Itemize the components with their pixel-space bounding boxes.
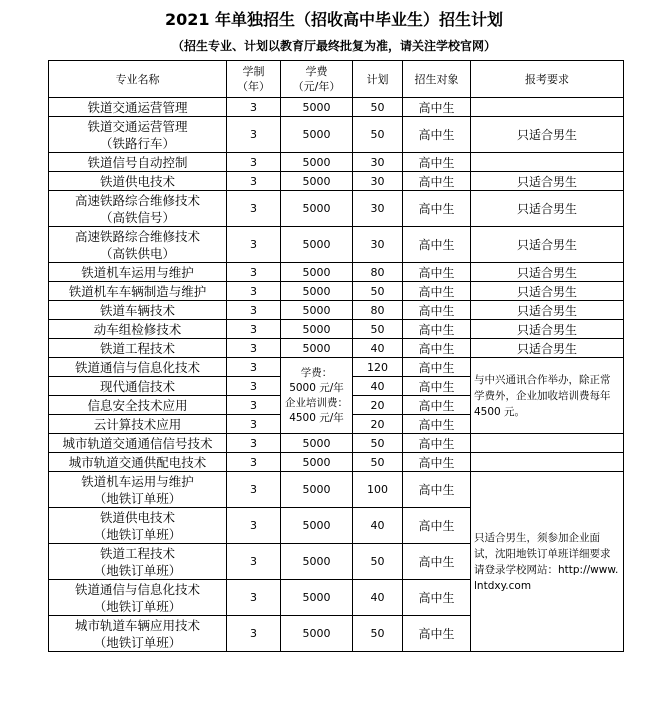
requirement-cell: 只适合男生: [471, 339, 624, 358]
major-name: 城市轨道交通供配电技术: [68, 454, 207, 470]
target-cell: 高中生: [403, 616, 471, 652]
years-cell: 3: [227, 153, 281, 172]
table-row: [49, 434, 624, 453]
years-cell: 3: [227, 301, 281, 320]
major-name-cell: [49, 508, 227, 544]
target-cell: 高中生: [403, 415, 471, 434]
zte-requirement-note: 与中兴通讯合作举办，除正常学费外，企业加收培训费每年 4500 元。: [471, 358, 624, 434]
target-cell: 高中生: [403, 263, 471, 282]
years-cell: 3: [227, 580, 281, 616]
major-name-cell: [49, 301, 227, 320]
target-cell: 高中生: [403, 544, 471, 580]
table-row: [49, 358, 624, 377]
major-name: 铁道机车车辆制造与维护: [68, 283, 207, 299]
header-fee: 学费 （元/年）: [281, 61, 353, 98]
requirement-cell: 只适合男生: [471, 282, 624, 301]
major-name: 铁道机车运用与维护: [81, 264, 194, 280]
major-name-cell: [49, 415, 227, 434]
years-cell: 3: [227, 358, 281, 377]
plan-cell: 100: [353, 472, 403, 508]
merged-fee-cell: [281, 358, 353, 434]
requirement-cell: [471, 153, 624, 172]
plan-cell: 50: [353, 320, 403, 339]
years-cell: 3: [227, 508, 281, 544]
target-cell: 高中生: [403, 320, 471, 339]
target-cell: 高中生: [403, 339, 471, 358]
plan-cell: 50: [353, 616, 403, 652]
major-name-cell: [49, 434, 227, 453]
target-cell: 高中生: [403, 508, 471, 544]
table-row: [49, 153, 624, 172]
plan-cell: 50: [353, 544, 403, 580]
table-row: [49, 191, 624, 227]
fee-cell: 5000: [281, 508, 353, 544]
plan-cell: 30: [353, 191, 403, 227]
fee-cell: 5000: [281, 98, 353, 117]
table-row: [49, 453, 624, 472]
plan-cell: 50: [353, 453, 403, 472]
target-cell: 高中生: [403, 153, 471, 172]
metro-requirement-note: 只适合男生，须参加企业面试，沈阳地铁订单班详细要求请登录学校网站：http://www.lntdxy.com: [471, 472, 624, 652]
plan-cell: 40: [353, 508, 403, 544]
years-cell: 3: [227, 616, 281, 652]
header-plan: 计划: [353, 61, 403, 98]
fee-cell: 5000: [281, 172, 353, 191]
years-cell: 3: [227, 377, 281, 396]
table-row: [49, 301, 624, 320]
table-row: [49, 263, 624, 282]
target-cell: 高中生: [403, 98, 471, 117]
requirement-cell: 只适合男生: [471, 227, 624, 263]
table-row: [49, 98, 624, 117]
target-cell: 高中生: [403, 453, 471, 472]
requirement-cell: 只适合男生: [471, 172, 624, 191]
plan-cell: 120: [353, 358, 403, 377]
major-name: 铁道供电技术: [99, 509, 175, 525]
plan-cell: 30: [353, 153, 403, 172]
requirement-cell: 只适合男生: [471, 301, 624, 320]
major-name-cell: [49, 263, 227, 282]
major-name: 城市轨道车辆应用技术: [74, 617, 200, 633]
target-cell: 高中生: [403, 172, 471, 191]
fee-note-line: 4500 元/年: [289, 411, 344, 424]
plan-cell: 30: [353, 172, 403, 191]
target-cell: 高中生: [403, 282, 471, 301]
major-class: （地铁订单班）: [93, 634, 182, 650]
target-cell: 高中生: [403, 580, 471, 616]
table-row: [49, 339, 624, 358]
fee-cell: 5000: [281, 263, 353, 282]
major-class: （高铁供电）: [99, 245, 175, 261]
major-name: 铁道工程技术: [99, 340, 175, 356]
major-name-cell: [49, 453, 227, 472]
major-name-cell: [49, 358, 227, 377]
major-name-cell: [49, 472, 227, 508]
target-cell: 高中生: [403, 301, 471, 320]
header-target: 招生对象: [403, 61, 471, 98]
fee-cell: 5000: [281, 320, 353, 339]
major-name-cell: [49, 153, 227, 172]
major-name: 铁道供电技术: [99, 173, 175, 189]
fee-cell: 5000: [281, 453, 353, 472]
plan-cell: 50: [353, 98, 403, 117]
major-name: 铁道通信与信息化技术: [74, 581, 200, 597]
major-name: 信息安全技术应用: [87, 397, 188, 413]
page-subtitle: （招生专业、计划以教育厅最终批复为准，请关注学校官网）: [171, 39, 496, 53]
fee-note-line: 5000 元/年: [289, 381, 344, 394]
requirement-cell: 只适合男生: [471, 263, 624, 282]
header-years: 学制 （年）: [227, 61, 281, 98]
plan-cell: 50: [353, 282, 403, 301]
major-class: （铁路行车）: [99, 135, 175, 151]
target-cell: 高中生: [403, 117, 471, 153]
fee-cell: 5000: [281, 301, 353, 320]
years-cell: 3: [227, 172, 281, 191]
enrollment-plan-table: [48, 60, 624, 652]
major-name-cell: [49, 227, 227, 263]
table-row: [49, 172, 624, 191]
table-row: [49, 227, 624, 263]
target-cell: 高中生: [403, 227, 471, 263]
fee-cell: 5000: [281, 117, 353, 153]
plan-cell: 20: [353, 415, 403, 434]
major-name-cell: [49, 544, 227, 580]
years-cell: 3: [227, 320, 281, 339]
major-name: 城市轨道交通通信信号技术: [62, 435, 213, 451]
major-class: （地铁订单班）: [93, 526, 182, 542]
header-major: 专业名称: [49, 61, 227, 98]
table-row: [49, 117, 624, 153]
table-row: [49, 472, 624, 508]
years-cell: 3: [227, 117, 281, 153]
major-name-cell: [49, 172, 227, 191]
major-name-cell: [49, 98, 227, 117]
major-name: 铁道工程技术: [99, 545, 175, 561]
major-name: 高速铁路综合维修技术: [74, 228, 200, 244]
header-requirement: 报考要求: [471, 61, 624, 98]
fee-cell: 5000: [281, 339, 353, 358]
fee-cell: 5000: [281, 544, 353, 580]
years-cell: 3: [227, 472, 281, 508]
years-cell: 3: [227, 434, 281, 453]
major-name: 铁道交通运营管理: [87, 99, 188, 115]
fee-note-line: 学费：: [300, 366, 333, 379]
years-cell: 3: [227, 339, 281, 358]
major-name: 现代通信技术: [99, 378, 175, 394]
requirement-cell: 只适合男生: [471, 320, 624, 339]
target-cell: 高中生: [403, 191, 471, 227]
requirement-cell: [471, 98, 624, 117]
fee-cell: 5000: [281, 616, 353, 652]
years-cell: 3: [227, 98, 281, 117]
page-title: 2021 年单独招生（招收高中毕业生）招生计划: [164, 10, 504, 29]
major-name: 铁道通信与信息化技术: [74, 359, 200, 375]
major-name-cell: [49, 117, 227, 153]
major-name-cell: [49, 580, 227, 616]
major-name-cell: [49, 616, 227, 652]
years-cell: 3: [227, 415, 281, 434]
plan-cell: 50: [353, 434, 403, 453]
years-cell: 3: [227, 282, 281, 301]
fee-note-line: 企业培训费：: [285, 396, 348, 409]
target-cell: 高中生: [403, 396, 471, 415]
plan-cell: 40: [353, 339, 403, 358]
major-name-cell: [49, 377, 227, 396]
major-name-cell: [49, 339, 227, 358]
major-name: 铁道信号自动控制: [87, 154, 188, 170]
major-name-cell: [49, 282, 227, 301]
table-header-row: [49, 61, 624, 98]
plan-cell: 40: [353, 580, 403, 616]
major-name-cell: [49, 396, 227, 415]
target-cell: 高中生: [403, 434, 471, 453]
major-name: 动车组检修技术: [93, 321, 182, 337]
requirement-cell: [471, 453, 624, 472]
requirement-cell: 只适合男生: [471, 117, 624, 153]
plan-cell: 80: [353, 301, 403, 320]
major-class: （地铁订单班）: [93, 598, 182, 614]
major-name: 铁道交通运营管理: [87, 118, 188, 134]
fee-cell: 5000: [281, 472, 353, 508]
plan-cell: 30: [353, 227, 403, 263]
years-cell: 3: [227, 396, 281, 415]
years-cell: 3: [227, 544, 281, 580]
plan-cell: 80: [353, 263, 403, 282]
table-row: [49, 320, 624, 339]
major-name-cell: [49, 320, 227, 339]
years-cell: 3: [227, 263, 281, 282]
plan-cell: 50: [353, 117, 403, 153]
major-name: 云计算技术应用: [93, 416, 182, 432]
major-name: 高速铁路综合维修技术: [74, 192, 200, 208]
fee-cell: 5000: [281, 580, 353, 616]
major-class: （地铁订单班）: [93, 562, 182, 578]
target-cell: 高中生: [403, 358, 471, 377]
plan-cell: 20: [353, 396, 403, 415]
years-cell: 3: [227, 191, 281, 227]
years-cell: 3: [227, 453, 281, 472]
requirement-cell: 只适合男生: [471, 191, 624, 227]
major-name: 铁道车辆技术: [99, 302, 175, 318]
major-class: （地铁订单班）: [93, 490, 182, 506]
major-name-cell: [49, 191, 227, 227]
target-cell: 高中生: [403, 472, 471, 508]
fee-cell: 5000: [281, 434, 353, 453]
major-class: （高铁信号）: [99, 209, 175, 225]
years-cell: 3: [227, 227, 281, 263]
plan-cell: 40: [353, 377, 403, 396]
fee-cell: 5000: [281, 191, 353, 227]
requirement-cell: [471, 434, 624, 453]
major-name: 铁道机车运用与维护: [81, 473, 194, 489]
table-row: [49, 282, 624, 301]
fee-cell: 5000: [281, 282, 353, 301]
fee-cell: 5000: [281, 153, 353, 172]
target-cell: 高中生: [403, 377, 471, 396]
fee-cell: 5000: [281, 227, 353, 263]
